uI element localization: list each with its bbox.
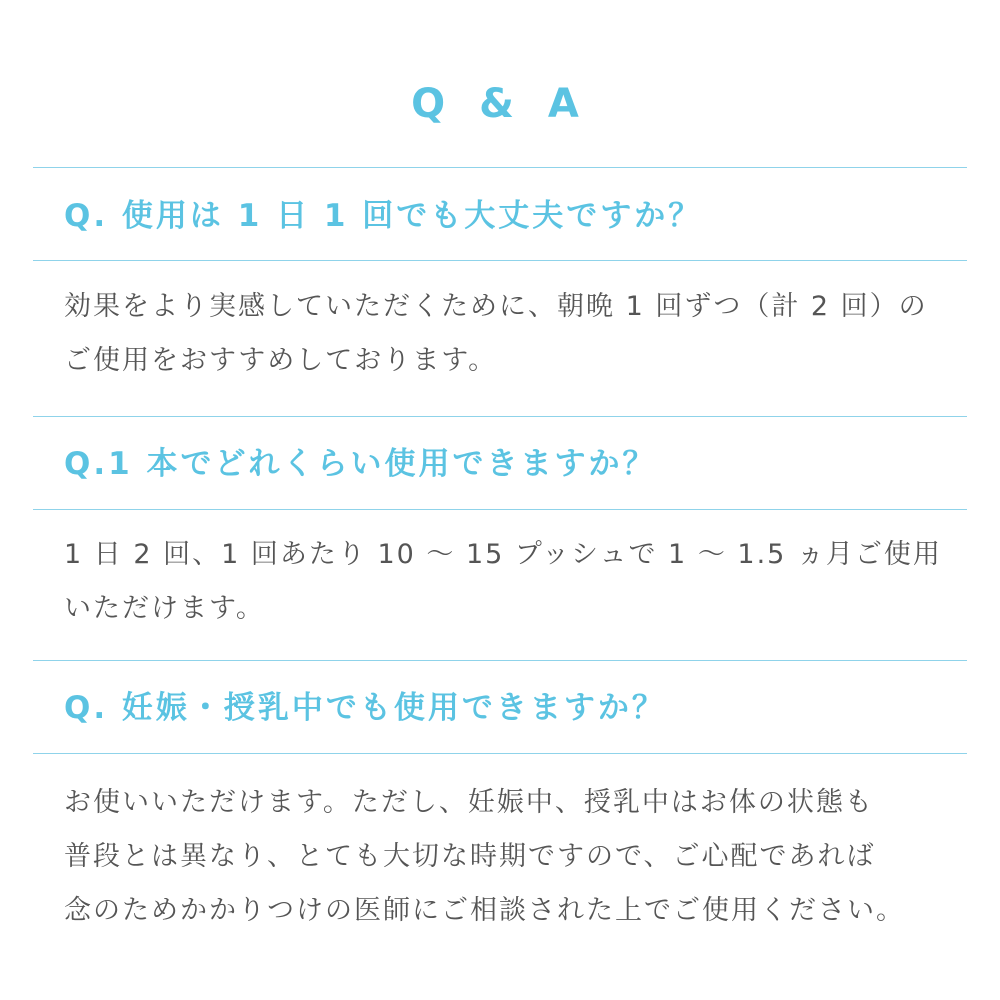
answer-1-line-2: ご使用をおすすめしております。 [64,345,498,376]
answer-2-line-2: いただけます。 [64,593,265,624]
answer-3-line-2: 普段とは異なり、とても大切な時期ですので、ご心配であれば [64,841,876,872]
answer-3 [64,776,964,938]
answer-2-line-1: 1 日 2 回、1 回あたり 10 〜 15 プッシュで 1 〜 1.5 ヵ月ご使用 [64,539,942,570]
answer-1 [64,280,964,388]
divider [33,660,967,661]
answer-2 [64,528,964,636]
answer-1-line-1: 効果をより実感していただくために、朝晩 1 回ずつ（計 2 回）の [64,291,928,322]
question-2: Q.1 本でどれくらい使用できますか？ [64,446,657,482]
divider [33,509,967,510]
page-title: Q & A [411,81,589,127]
divider [33,416,967,417]
answer-3-line-3: 念のためかかりつけの医師にご相談された上でご使用ください。 [64,895,905,926]
divider [33,167,967,168]
divider [33,753,967,754]
question-3: Q. 妊娠・授乳中でも使用できますか？ [64,690,666,726]
answer-3-line-1: お使いいただけます。ただし、妊娠中、授乳中はお体の状態も [64,787,874,818]
divider [33,260,967,261]
question-1: Q. 使用は 1 日 1 回でも大丈夫ですか？ [64,198,703,234]
